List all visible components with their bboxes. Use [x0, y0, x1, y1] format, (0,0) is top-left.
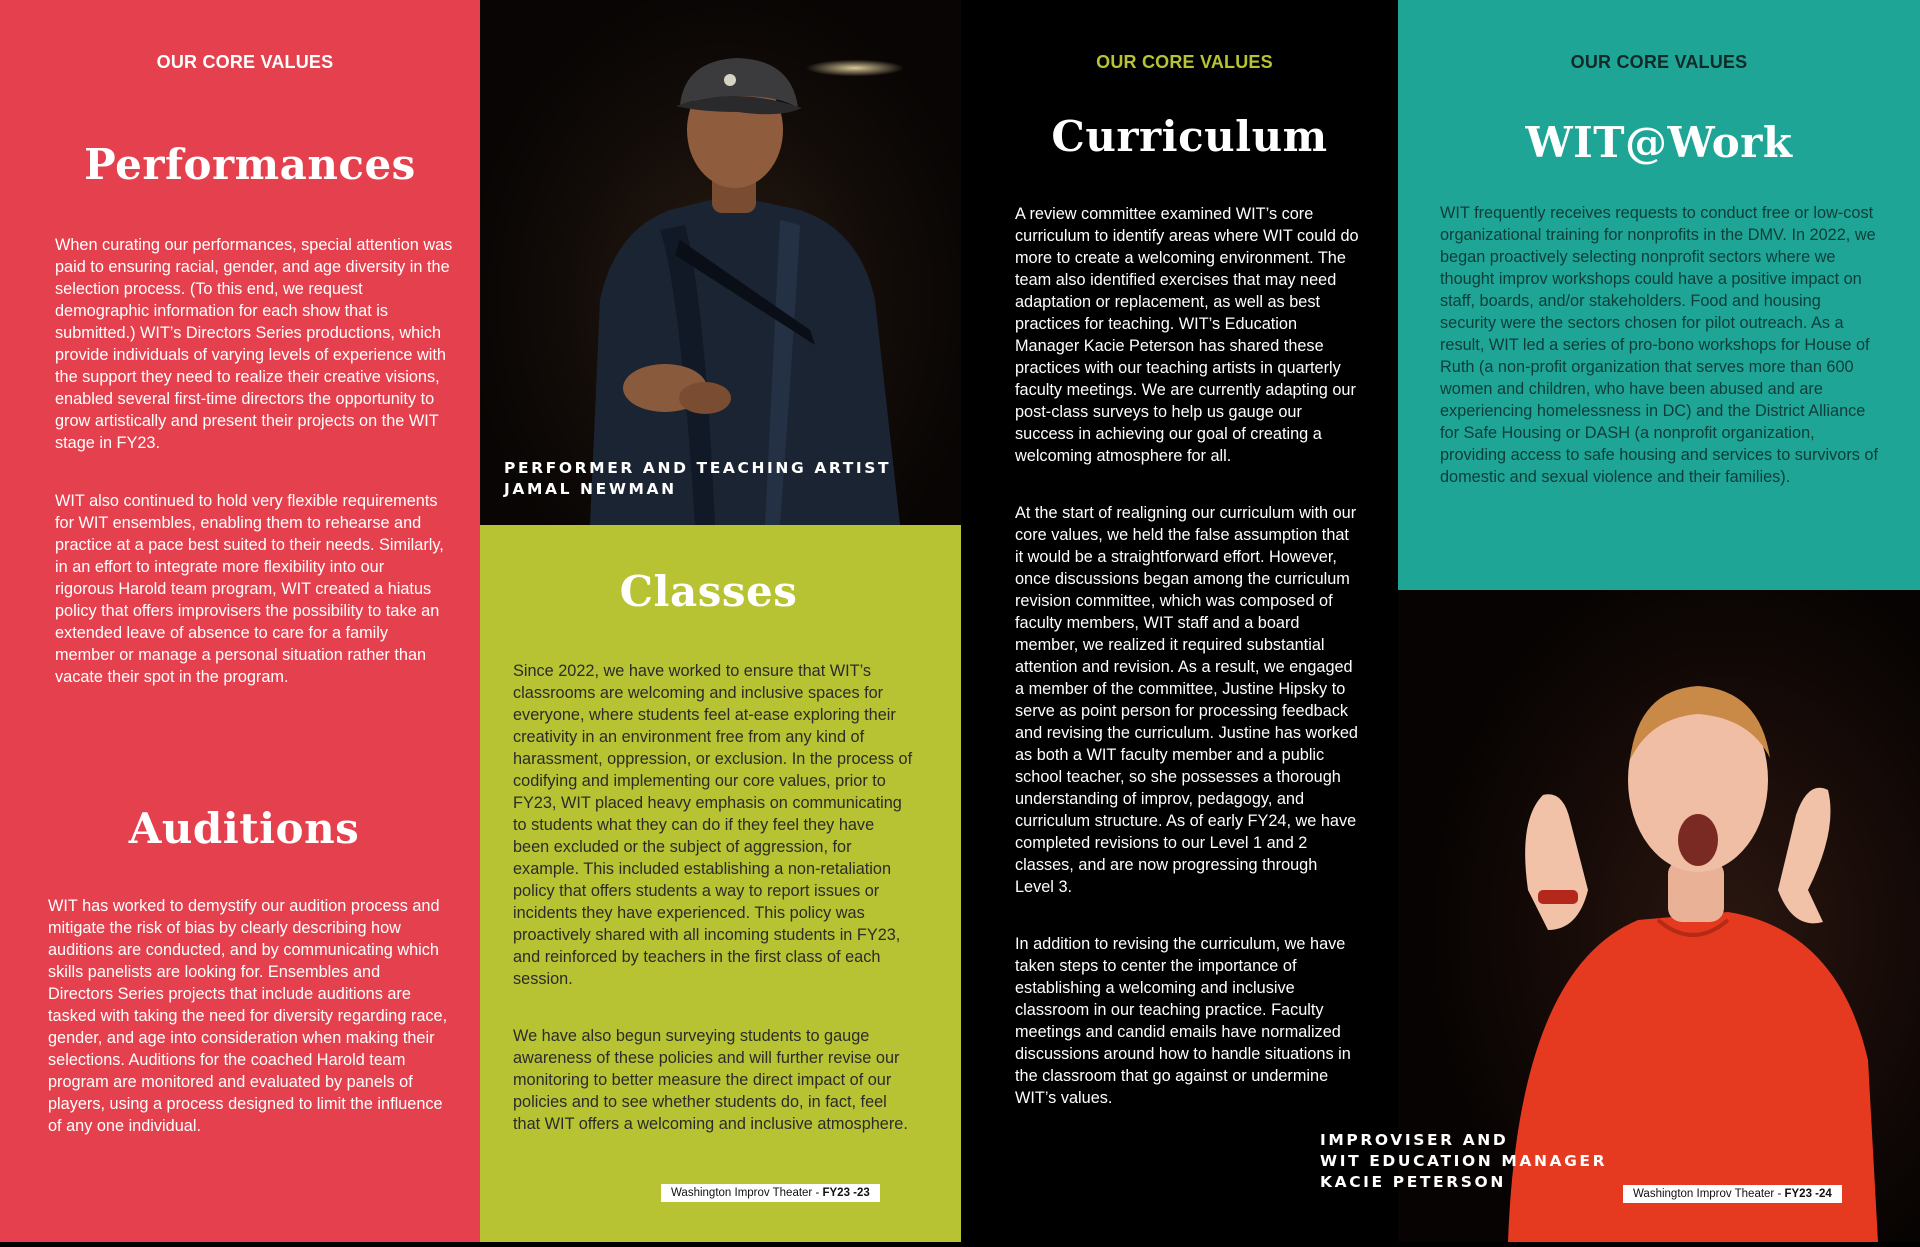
page-folio-24 — [1623, 1185, 1842, 1203]
curriculum-paragraph-1: A review committee examined WIT’s core curriculum to identify areas where WIT could do more to create a welcoming environment. The team also identified exercises that may need adaptation or replacement, as well as best practices for teaching. WIT’s Education Manager Kacie Peterson has shared these practices with our teaching artists in quarterly faculty meetings. We are currently adapting our post-class surveys to help us gauge our success in achieving our goal of creating a welcoming atmosphere for all. — [1015, 205, 1359, 465]
performances-paragraph-2: WIT also continued to hold very flexible requirements for WIT ensembles, enabling them to rehearse and practice at a pace best suited to their needs. Similarly, in an effort to integrate more flexibility into our rigorous Harold team program, WIT created a hiatus policy that offers improvisers the possibility to take an extended leave of absence to care for a family member or manage a personal situation rather than vacate their spot in the program. — [55, 492, 444, 686]
caption-line: PERFORMER AND TEACHING ARTIST — [504, 459, 892, 477]
jamal-newman-photo — [480, 0, 961, 525]
witwork-panel — [1398, 0, 1920, 590]
section-eyebrow: OUR CORE VALUES — [1570, 52, 1748, 72]
classes-title: Classes — [619, 567, 798, 616]
auditions-paragraph: WIT has worked to demystify our audition process and mitigate the risk of bias by clearly describing how auditions are conducted, and by communicating which skills panelists are looking for. Ensembles and Directors Series projects that include auditions are tasked with taking the need for diversity regarding race, gender, and age into consideration when making their selections. Auditions for the coached Harold team program are monitored and evaluated by panels of players, using a process designed to limit the influence of any one individual. — [48, 897, 448, 1135]
folio-page: FY23 -24 — [1784, 1188, 1832, 1200]
kacie-peterson-photo — [1320, 590, 1920, 1242]
folio-page: FY23 -23 — [822, 1187, 870, 1199]
performances-panel — [0, 0, 480, 1242]
classes-paragraph-1: Since 2022, we have worked to ensure that WIT’s classrooms are welcoming and inclusive spaces for everyone, where students feel at-ease exploring their creativity in an environment free from any kind of harassment, oppression, or exclusion. In the process of codifying and implementing our core values, prior to FY23, WIT placed heavy emphasis on communicating to students what they can do if they feel they have been excluded or the subject of aggression, for example. This included establishing a non-retaliation policy that offers students a way to report issues or incidents they have experienced. This policy was proactively shared with all incoming students in FY23, and reinforced by teachers in the first class of each session. — [513, 662, 913, 988]
performances-paragraph-1: When curating our performances, special attention was paid to ensuring racial, gender, and age diversity in the selection process. (To this end, we request demographic information for each show that is submitted.) WIT’s Directors Series productions, which provide individuals of varying levels of experience with the support they need to realize their creative visions, enabled several first-time directors the opportunity to grow artistically and present their projects on the WIT stage in FY23. — [55, 236, 453, 452]
folio-text: Washington Improv Theater - — [671, 1187, 823, 1199]
performances-title: Performances — [84, 140, 416, 189]
witwork-title: WIT@Work — [1525, 118, 1793, 167]
jamal-photo-caption — [504, 458, 891, 500]
witwork-paragraph: WIT frequently receives requests to conduct free or low-cost organizational training for nonprofits in the DMV. In 2022, we began proactively selecting nonprofit sectors where we thought improv workshops could have a positive impact on staff, boards, and/or stakeholders. Food and housing security were the sectors chosen for pilot outreach. As a result, WIT led a series of pro-bono workshops for House of Ruth (a non-profit organization that serves more than 600 women and children, who have been abused and are experiencing homelessness in DC) and the District Alliance for Safe Housing or DASH (a nonprofit organization, providing access to safe housing and services to survivors of domestic and sexual violence and their families). — [1440, 204, 1879, 486]
curriculum-panel — [961, 0, 1398, 1242]
curriculum-paragraph-3: In addition to revising the curriculum, we have taken steps to center the importance of establishing a welcoming and inclusive classroom in our teaching practice. Faculty meetings and candid emails have normalized discussions around how to handle situations in the classroom that go against or undermine WIT’s values. — [1015, 935, 1351, 1107]
kacie-photo-caption — [1320, 1130, 1607, 1193]
curriculum-paragraph-2: At the start of realigning our curriculum with our core values, we held the false assumption that it would be a straightforward effort. However, once discussions began among the curriculum revision committee, which was composed of faculty members, WIT staff and a board member, we realized it required substantial attention and revision. As a result, we engaged a member of the committee, Justine Hipsky to serve as point person for processing feedback and revising the curriculum. Justine has worked as both a WIT faculty member and a public school teacher, so she possesses a thorough understanding of improv, pedagogy, and curriculum structure. As of early FY24, we have completed revisions to our Level 1 and 2 classes, and are now progressing through Level 3. — [1015, 504, 1358, 896]
caption-line: IMPROVISER AND — [1320, 1131, 1509, 1149]
auditions-title: Auditions — [128, 804, 360, 853]
caption-line: KACIE PETERSON — [1320, 1173, 1506, 1191]
page-folio-23 — [661, 1184, 880, 1202]
curriculum-title: Curriculum — [1051, 112, 1328, 161]
caption-line: JAMAL NEWMAN — [504, 480, 677, 498]
classes-paragraph-2: We have also begun surveying students to gauge awareness of these policies and will further revise our monitoring to better measure the direct impact of our policies and to see whether students do, in fact, feel that WIT offers a welcoming and inclusive atmosphere. — [513, 1027, 908, 1133]
classes-panel — [480, 525, 961, 1242]
performer-figure-illustration — [480, 0, 961, 525]
folio-text: Washington Improv Theater - — [1633, 1188, 1785, 1200]
caption-line: WIT EDUCATION MANAGER — [1320, 1152, 1608, 1170]
section-eyebrow: OUR CORE VALUES — [1096, 52, 1273, 72]
section-eyebrow: OUR CORE VALUES — [156, 52, 334, 72]
